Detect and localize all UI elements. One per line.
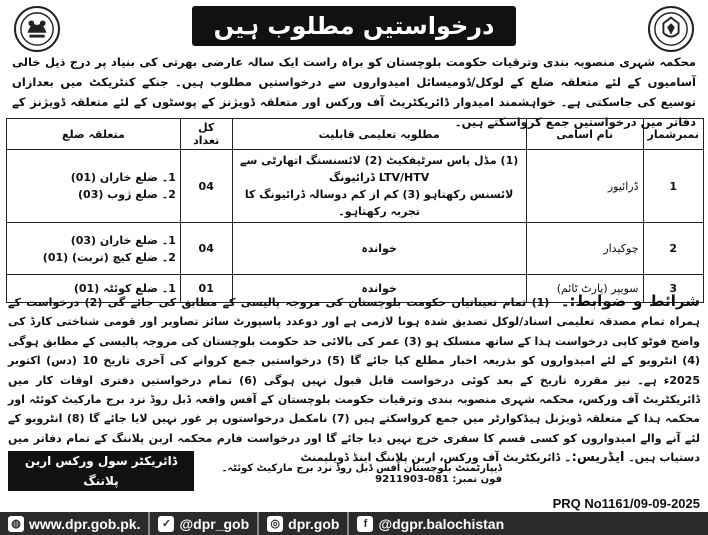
district-line: 1۔ ضلع خاران (01) [70,171,176,184]
row-qualification [232,150,526,223]
header-district: متعلقہ ضلع [7,119,181,150]
qualification-line: (1) مڈل پاس سرٹیفکیٹ (2) لائسنسنگ اتھارٹی سے LTV/HTV ڈرائیونگ [240,154,519,184]
row-serial: 1 [643,150,704,223]
table-row [7,223,704,275]
emblem-icon [18,10,56,48]
instagram-link[interactable] [259,512,349,535]
prq-number: PRQ No1161/09-09-2025 [552,496,700,511]
intro-paragraph: محکمہ شہری منصوبہ بندی وترقیات حکومت بلوچستان کو براہ راست ایک سالہ عارضی بھرتی کی بنیاد پر درج ذیل خالی آسامیوں کے لئے متعلقہ ضلع کے لوکل/ڈومیسائل امیدواروں سے درخواستیں مطلوب ہیں۔ جنکے کنٹریکٹ میں بعدازاں توسیع کی جاسکتی ہے۔ خواہشمند امیدوار ڈائریکٹریٹ آف ورکس اور متعلقہ ڈویژنز کے پوسٹوں کے لئے متعلقہ ڈویژنز کے دفاتر میں درخواستیں جمع کرواسکتے ہیں۔ [12,55,696,129]
department-line-2: اینڈ ڈویلپمنٹ ڈیپارٹمنٹ کوئٹہ [14,494,188,508]
row-count: 04 [180,150,232,223]
row-district [7,150,181,223]
table-row [7,150,704,223]
facebook-link[interactable] [349,512,512,535]
instagram-label: dpr.gob [288,515,340,532]
row-post: ڈرائیور [526,150,643,223]
department-line-1: ڈائریکٹر سول ورکس اربن پلاننگ [24,454,178,488]
instagram-icon: ◎ [267,516,283,532]
row-district [7,223,181,275]
website-label: www.dpr.gob.pk. [29,515,141,532]
contact-address: ڈیپارٹمنٹ بلوچستان آفس ڈبل روڈ نزد برج مارکیٹ کوئٹہ۔ فون نمبر: 081-9211903 [221,463,502,485]
globe-icon: ◍ [8,516,24,532]
row-serial: 3 [643,275,704,303]
twitter-link[interactable] [150,512,259,535]
district-line: 2۔ ضلع ژوب (03) [78,188,176,201]
address-heading: ایڈریس:۔ [564,450,625,466]
header-count: کل تعداد [180,119,232,150]
table-header-row [7,119,704,150]
row-count: 01 [180,275,232,303]
row-qualification [232,223,526,275]
page-title: درخواستیں مطلوب ہیں [192,6,516,46]
district-line: 1۔ ضلع کوئٹہ (01) [73,282,176,295]
row-count: 04 [180,223,232,275]
balochistan-logo-left [14,6,60,52]
district-line: 1۔ ضلع خاران (03) [70,233,176,247]
terms-section [8,292,700,468]
crest-icon [652,10,690,48]
address-text: ڈائریکٹریٹ آف ورکس، اربن پلاننگ اینڈ ڈویلپمنٹ [300,451,561,465]
qualification-line: خواندہ [361,242,397,255]
district-line: 2۔ ضلع کیچ (تربت) (01) [42,250,176,264]
facebook-label: @dgpr.balochistan [378,515,505,532]
terms-body: (1) تمام تعیناتیاں حکومت بلوچستان کی مروجہ پالیسی کے مطابق کی جائے گی (2) درخواست کے ہمراہ تمام مصدقہ تعلیمی اسناد/لوکل تصدیق شدہ ہونا لازمی ہے اور دوعدد پاسپورٹ سائز تصاویر اور قومی شناختی کارڈ کی واضح فوٹو کاپی درخواست ہذا کے ساتھ منسلک ہو (3) عمر کی بالائی حد حکومت بلوچستان کی مروجہ پالیسی کے مطابق ہوگی (4) انٹرویو کے لئے امیدواروں کو بذریعہ اخبار مطلع کیا جائے گا (5) درخواستیں جمع کروانے کی آخری تاریخ 10 (دس) اکتوبر 2025ء ہے۔ نیز مقررہ تاریخ کے بعد کوئی درخواست قابل قبول نہیں ہوگی (6) تمام درخواستیں دفتری اوقات کار میں ڈائریکٹریٹ آف ورکس، محکمہ شہری منصوبہ بندی وترقیات حکومت بلوچستان کے آفس واقعہ ڈبل روڈ نزد برج مارکیٹ کوئٹہ اور محکمہ ہذا کے متعلقہ ڈویژنل ہیڈکوارٹر میں جمع کرواسکتے ہیں (7) نامکمل درخواستوں پر غور نہیں لایا جائے گا (8) انٹرویو کے لئے آنے والے امیدواروں کو کسی قسم کا سفری خرچ نہیں دیا جائے گا اور درخواست فارم محکمہ اربن پلاننگ کے تمام دفاتر میں دستیاب ہیں۔ [8,296,700,465]
vacancy-table [6,118,704,303]
row-serial: 2 [643,223,704,275]
website-link[interactable] [0,512,150,535]
twitter-label: @dpr_gob [179,515,250,532]
header-serial: نمبرشمار [643,119,704,150]
department-signature-box [8,451,194,508]
social-bar [0,512,708,535]
twitter-icon: ✓ [158,516,174,532]
qualification-line: لائسنس رکھتاہو (3) کم از کم دوسالہ ڈرائیونگ کا تجربہ رکھتاہو۔ [244,188,514,218]
terms-heading: شرائط و ضوابط:۔ [560,292,700,310]
row-post: چوکیدار [526,223,643,275]
government-logo-right [648,6,694,52]
facebook-icon: f [357,516,373,532]
row-post: سویپر (پارٹ ٹائم) [526,275,643,303]
header-qualification: مطلوبہ تعلیمی قابلیت [232,119,526,150]
qualification-line: خواندہ [361,282,397,295]
header-post: نام اسامی [526,119,643,150]
